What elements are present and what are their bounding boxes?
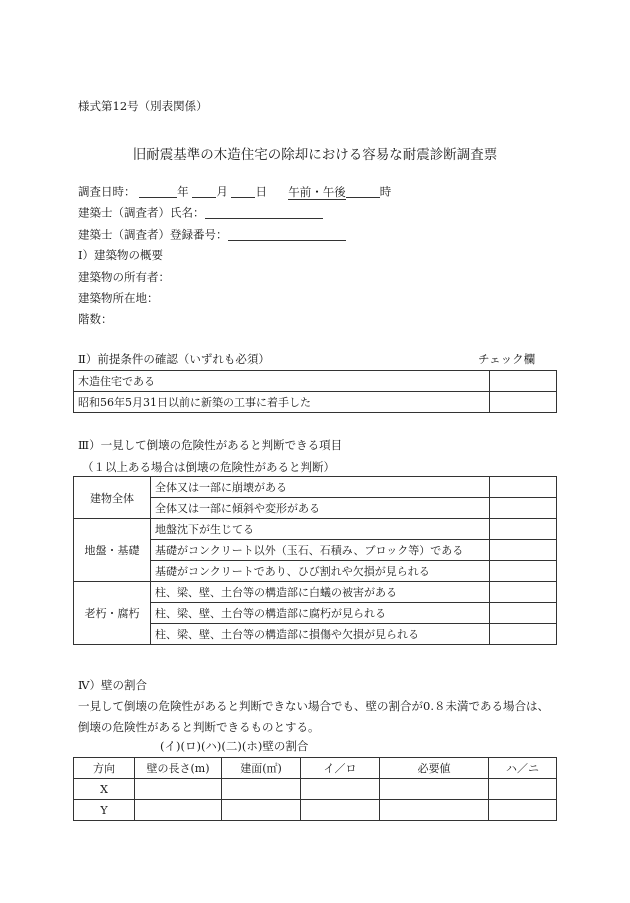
form-number: 様式第12号（別表関係） bbox=[78, 99, 208, 113]
survey-hour-field[interactable] bbox=[346, 185, 380, 198]
direction-cell: X bbox=[74, 779, 135, 800]
input-cell[interactable] bbox=[222, 779, 301, 800]
input-cell[interactable] bbox=[489, 800, 557, 821]
input-cell[interactable] bbox=[222, 800, 301, 821]
condition-text: 木造住宅である bbox=[74, 371, 490, 392]
table-row bbox=[74, 371, 557, 392]
item-text: 全体又は一部に傾斜や変形がある bbox=[151, 498, 490, 519]
item-text: 基礎がコンクリートであり、ひび割れや欠損が見られる bbox=[151, 561, 490, 582]
floors-label: 階数： bbox=[78, 312, 113, 326]
category-cell: 老朽・腐朽 bbox=[74, 582, 151, 645]
input-cell[interactable] bbox=[301, 779, 380, 800]
survey-month-field[interactable] bbox=[192, 185, 216, 198]
architect-registration-field[interactable] bbox=[228, 228, 346, 241]
check-cell[interactable] bbox=[490, 561, 557, 582]
architect-name-field[interactable] bbox=[205, 206, 323, 219]
table-row bbox=[74, 779, 557, 800]
input-cell[interactable] bbox=[380, 800, 489, 821]
check-cell[interactable] bbox=[490, 582, 557, 603]
survey-year-field[interactable] bbox=[139, 185, 177, 198]
check-cell[interactable] bbox=[490, 603, 557, 624]
category-cell: 地盤・基礎 bbox=[74, 519, 151, 582]
input-cell[interactable] bbox=[489, 779, 557, 800]
column-header: イ／ロ bbox=[301, 758, 380, 779]
collapse-risk-table bbox=[73, 476, 557, 645]
input-cell[interactable] bbox=[135, 779, 222, 800]
hour-unit: 時 bbox=[379, 184, 392, 199]
table-row bbox=[74, 392, 557, 413]
section4-description-line1: 一見して倒壊の危険性があると判断できない場合でも、壁の割合が0.８未満である場合は、 bbox=[78, 699, 549, 713]
item-text: 柱、梁、壁、土台等の構造部に白蟻の被害がある bbox=[151, 582, 490, 603]
day-unit: 日 bbox=[255, 184, 267, 199]
input-cell[interactable] bbox=[380, 779, 489, 800]
section4-description-line2: 倒壊の危険性があると判断できるものとする。 bbox=[78, 720, 320, 734]
table-row bbox=[74, 800, 557, 821]
document-title: 旧耐震基準の木造住宅の除却における容易な耐震診断調査票 bbox=[132, 147, 498, 163]
architect-name-label: 建築士（調査者）氏名： bbox=[78, 205, 205, 220]
section1-heading: Ⅰ）建築物の概要 bbox=[78, 248, 164, 262]
architect-registration-label: 建築士（調査者）登録番号： bbox=[78, 227, 228, 242]
check-cell[interactable] bbox=[490, 624, 557, 645]
condition-text: 昭和56年5月31日以前に新築の工事に着手した bbox=[74, 392, 490, 413]
input-cell[interactable] bbox=[301, 800, 380, 821]
architect-registration-line bbox=[78, 228, 346, 241]
check-column-label: チェック欄 bbox=[478, 352, 536, 366]
column-header: 壁の長さ(m) bbox=[135, 758, 222, 779]
column-header: 方向 bbox=[74, 758, 135, 779]
item-text: 柱、梁、壁、土台等の構造部に損傷や欠損が見られる bbox=[151, 624, 490, 645]
column-header: 必要値 bbox=[380, 758, 489, 779]
survey-datetime-line bbox=[78, 185, 391, 198]
section2-heading: Ⅱ）前提条件の確認（いずれも必須） bbox=[78, 352, 270, 366]
input-cell[interactable] bbox=[135, 800, 222, 821]
am-pm-option[interactable]: 午前・午後 bbox=[288, 184, 346, 199]
item-text: 地盤沈下が生じてる bbox=[151, 519, 490, 540]
table-header-row bbox=[74, 758, 557, 779]
column-header: 建面(㎡) bbox=[222, 758, 301, 779]
check-cell[interactable] bbox=[490, 540, 557, 561]
check-cell[interactable] bbox=[490, 477, 557, 498]
check-cell[interactable] bbox=[490, 519, 557, 540]
section4-heading: Ⅳ）壁の割合 bbox=[78, 678, 147, 692]
check-cell[interactable] bbox=[490, 392, 557, 413]
table-row bbox=[74, 582, 557, 603]
check-cell[interactable] bbox=[490, 498, 557, 519]
survey-day-field[interactable] bbox=[231, 185, 255, 198]
survey-datetime-label: 調査日時： bbox=[78, 184, 136, 199]
section3-heading: Ⅲ）一見して倒壊の危険性があると判断できる項目 bbox=[78, 438, 343, 452]
wall-ratio-sublabel: (イ)(ロ)(ハ)(二)(ホ)壁の割合 bbox=[160, 739, 309, 753]
column-header: ハ／ニ bbox=[489, 758, 557, 779]
check-cell[interactable] bbox=[490, 371, 557, 392]
table-row bbox=[74, 519, 557, 540]
item-text: 柱、梁、壁、土台等の構造部に腐朽が見られる bbox=[151, 603, 490, 624]
direction-cell: Y bbox=[74, 800, 135, 821]
item-text: 基礎がコンクリート以外（玉石、石積み、ブロック等）である bbox=[151, 540, 490, 561]
category-cell: 建物全体 bbox=[74, 477, 151, 519]
year-unit: 年 bbox=[177, 184, 189, 199]
owner-label: 建築物の所有者： bbox=[78, 270, 170, 284]
table-row bbox=[74, 477, 557, 498]
item-text: 全体又は一部に崩壊がある bbox=[151, 477, 490, 498]
location-label: 建築物所在地： bbox=[78, 291, 159, 305]
month-unit: 月 bbox=[216, 184, 228, 199]
prerequisite-table bbox=[73, 370, 557, 413]
section3-note: （１以上ある場合は倒壊の危険性があると判断） bbox=[82, 460, 335, 474]
wall-ratio-table bbox=[73, 757, 557, 821]
architect-name-line bbox=[78, 206, 323, 219]
